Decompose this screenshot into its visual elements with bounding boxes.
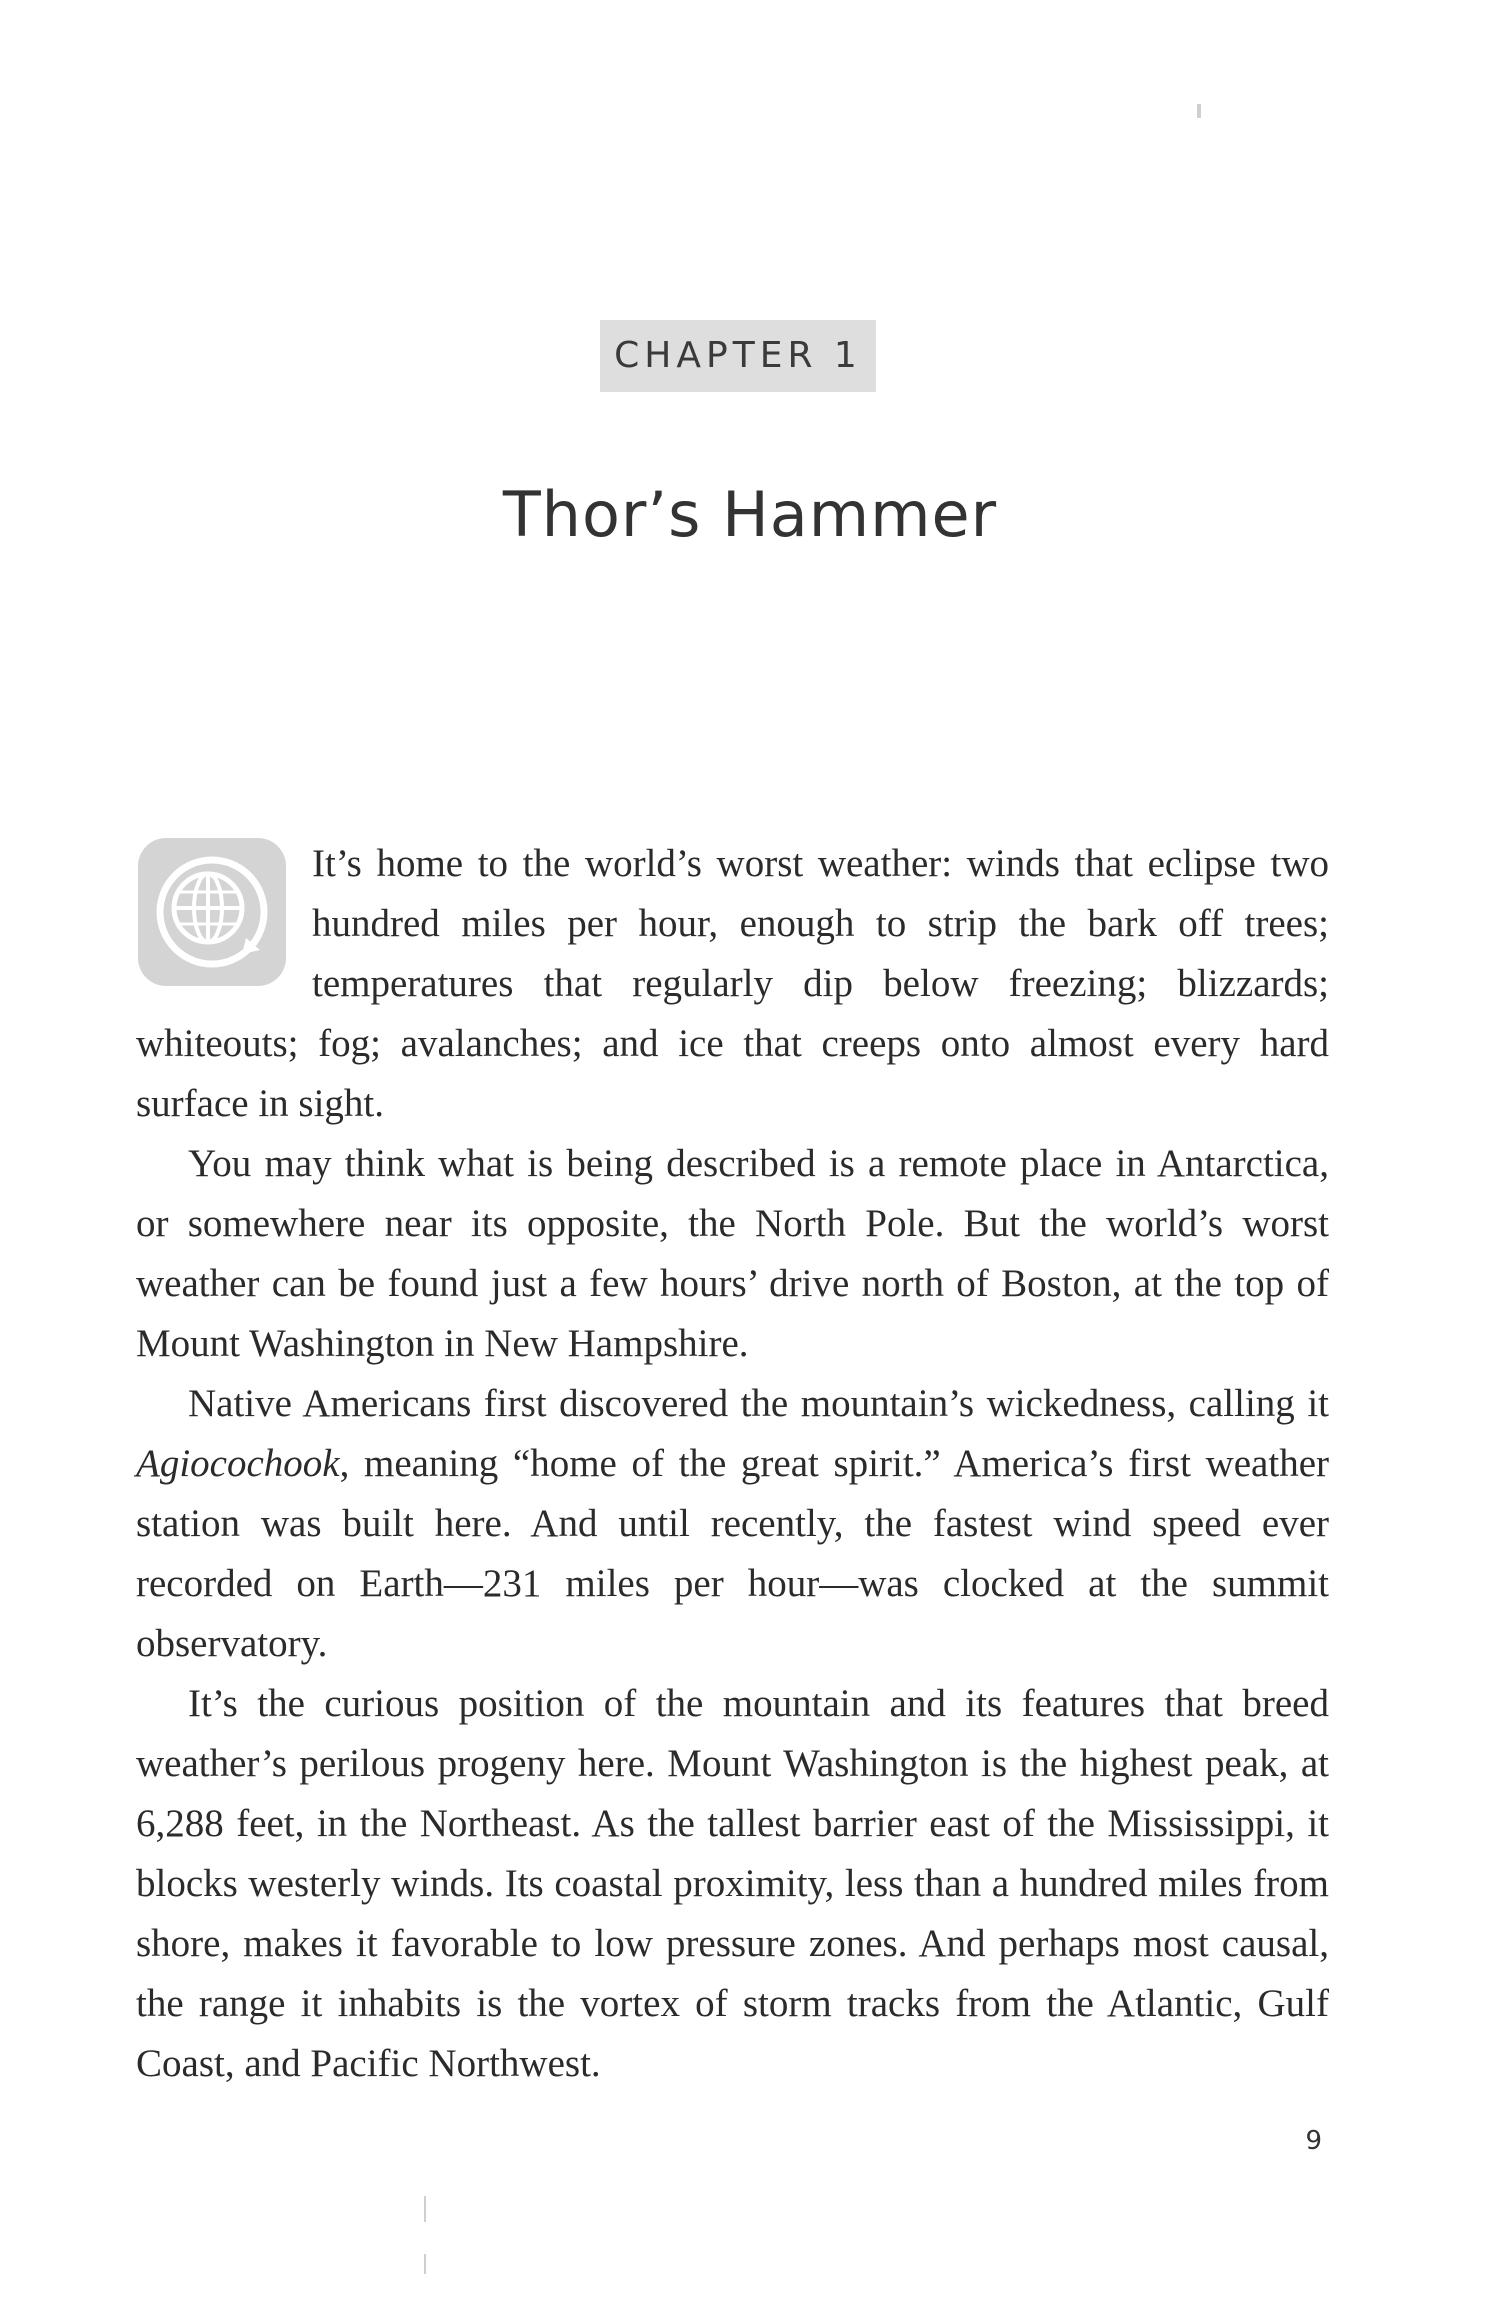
page-number: 9 xyxy=(1305,2126,1322,2156)
paragraph-3 xyxy=(136,1374,1329,1674)
paragraph-3-text-b: , meaning “home of the great spirit.” America’s first weather station was built here. And until recently, the fastest wind speed ever recorded on Earth—231 miles per hour—was clocked at the summit observatory. xyxy=(136,1442,1329,1665)
scan-speck xyxy=(1197,104,1201,118)
scan-speck xyxy=(424,2254,426,2274)
chapter-title: Thor’s Hammer xyxy=(502,478,998,551)
paragraph-4-text: It’s the curious position of the mountain and its features that breed weather’s perilous progeny here. Mount Washington is the highest peak, at 6,288 feet, in the Northeast. As the tallest barrier east of the Mississippi, it blocks westerly winds. Its coastal proximity, less than a hundred miles from shore, makes it favorable to low pressure zones. And perhaps most causal, the range it inhabits is the vortex of storm tracks from the Atlantic, Gulf Coast, and Pacific Northwest. xyxy=(136,1682,1329,2085)
scan-speck xyxy=(424,2196,426,2222)
paragraph-1 xyxy=(136,834,1329,1134)
paragraph-3-italic-term: Agiocochook xyxy=(136,1442,340,1485)
chapter-body xyxy=(136,834,1329,2094)
paragraph-2 xyxy=(136,1134,1329,1374)
paragraph-2-text: You may think what is being described is a remote place in Antarctica, or somewhere near its opposite, the North Pole. But the world’s worst weather can be found just a few hours’ drive north of Boston, at the top of Mount Washington in New Hampshire. xyxy=(136,1142,1329,1365)
icon-spacer xyxy=(136,834,312,1006)
paragraph-1-text: It’s home to the world’s worst weather: winds that eclipse two hundred miles per hour, enough to strip the bark off trees; temperatures that regularly dip below freezing; blizzards; whiteouts; fog; avalanches; and ice that creeps onto almost every hard surface in sight. xyxy=(136,842,1329,1125)
paragraph-4 xyxy=(136,1674,1329,2094)
paragraph-3-text-a: Native Americans first discovered the mountain’s wickedness, calling it xyxy=(188,1382,1329,1425)
chapter-label: CHAPTER 1 xyxy=(600,320,876,392)
